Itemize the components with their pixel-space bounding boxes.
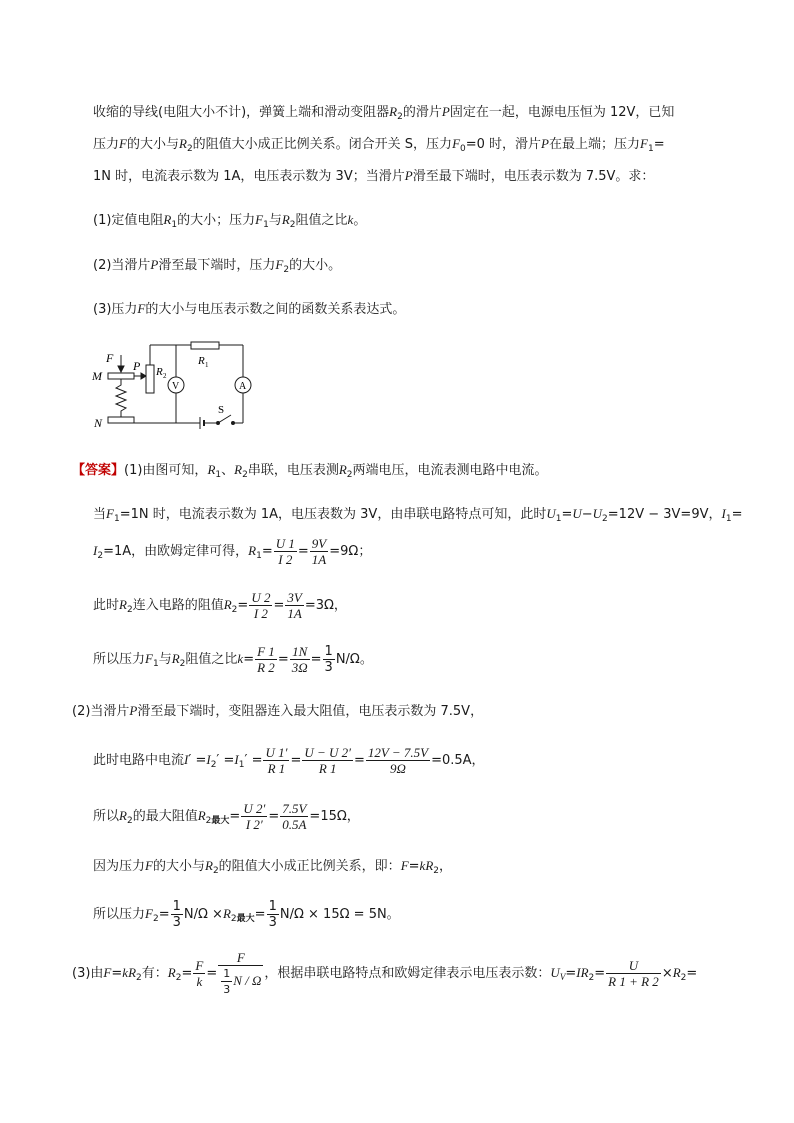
subscript: 1 <box>152 659 159 669</box>
subscript: 1 <box>263 220 269 230</box>
text: 的大小与电压表示数之间的函数关系表达式。 <box>145 302 406 317</box>
question-3 <box>93 301 405 318</box>
text: 的大小与 <box>126 137 179 152</box>
text: 压力 <box>93 137 120 152</box>
denominator: 1A <box>311 552 327 567</box>
symbol: F <box>106 506 114 521</box>
subscript: V <box>559 972 566 982</box>
fraction <box>249 590 272 621</box>
symbol: P <box>441 104 450 119</box>
text: 滑至最下端时，电压表示数为 7.5V。求： <box>412 169 655 184</box>
plate-m <box>108 373 134 379</box>
fraction <box>323 644 335 675</box>
symbol: R <box>163 212 172 227</box>
label-r1: R <box>198 355 205 367</box>
denominator: I 2′ <box>245 817 263 832</box>
subscript: 2 <box>97 551 104 561</box>
numerator: U − U 2′ <box>304 745 352 760</box>
denominator: 0.5A <box>282 817 307 832</box>
denominator: 3 <box>268 915 277 930</box>
text: ′ = <box>216 753 235 768</box>
answer-part2-line-5 <box>93 899 400 934</box>
answer-line-1 <box>72 462 548 483</box>
text: = <box>653 137 665 152</box>
text: (2)当滑片 <box>72 704 130 719</box>
symbol: F <box>400 858 409 873</box>
symbol: R <box>281 212 290 227</box>
text: = <box>229 809 241 824</box>
subscript: 2 <box>186 144 193 154</box>
denominator: I 2 <box>278 552 293 567</box>
text: (1)定值电阻 <box>93 213 164 228</box>
symbol: R <box>171 651 180 666</box>
symbol: R <box>128 965 137 980</box>
text: 的阻值大小成正比例关系，即： <box>218 859 401 874</box>
symbol: P <box>129 703 138 718</box>
label-v: V <box>172 381 180 392</box>
denominator: R 1 <box>267 761 286 776</box>
symbol: I <box>184 752 189 767</box>
fraction <box>255 644 277 675</box>
symbol: k <box>347 212 354 227</box>
arrow-head <box>118 366 124 372</box>
spring <box>116 379 126 417</box>
text: 所以压力 <box>93 652 146 667</box>
text: = <box>594 966 606 981</box>
denominator <box>218 966 263 997</box>
question-2 <box>93 257 341 278</box>
label-s: S <box>218 404 225 416</box>
label-n: N <box>94 416 103 430</box>
text: 固定在一起，电源电压恒为 12V，已知 <box>449 105 675 120</box>
text: = <box>290 753 302 768</box>
text: 的最大阻值 <box>132 809 198 824</box>
subscript: 1 <box>647 144 654 154</box>
text: 与 <box>158 652 172 667</box>
answer-line-4 <box>93 590 347 625</box>
question-1 <box>93 212 366 233</box>
symbol: R <box>580 965 589 980</box>
text: = <box>277 652 289 667</box>
numerator: U 1 <box>275 536 295 551</box>
subscript: 2 <box>205 816 212 826</box>
text: =9Ω； <box>329 544 372 559</box>
denominator: 9Ω <box>390 761 406 776</box>
subscript: 2 <box>230 914 237 924</box>
symbol: R <box>222 906 231 921</box>
label-a: A <box>239 381 247 392</box>
symbol: R <box>248 543 257 558</box>
subscript: 2 <box>283 265 290 275</box>
subscript: 2 <box>152 914 159 924</box>
subscript: 1 <box>725 514 732 524</box>
problem-line-3 <box>93 168 654 185</box>
symbol: I <box>206 752 211 767</box>
text: N/Ω。 <box>335 652 373 667</box>
fraction <box>218 950 263 997</box>
denominator: R 1 <box>318 761 337 776</box>
text: 1N 时，电流表示数为 1A，电压表示数为 3V；当滑片 <box>93 169 405 184</box>
symbol: R <box>234 462 243 477</box>
symbol: R <box>425 858 434 873</box>
symbol: R <box>167 965 176 980</box>
text: × <box>661 966 673 981</box>
numerator: U 2′ <box>243 801 266 816</box>
symbol: R <box>119 808 127 823</box>
fraction <box>274 536 297 567</box>
fraction <box>302 745 353 776</box>
text: N/Ω × <box>183 907 223 922</box>
text: 阻值之比 <box>185 652 238 667</box>
text: = <box>254 907 266 922</box>
symbol: k <box>122 965 129 980</box>
fraction <box>366 745 430 776</box>
answer-line-5 <box>93 644 373 679</box>
text: = <box>297 544 309 559</box>
problem-line-2 <box>93 136 665 157</box>
problem-line-1 <box>93 104 674 125</box>
text: =12V − 3V=9V， <box>607 507 722 522</box>
symbol: U <box>546 506 556 521</box>
subscript: 2 <box>126 816 133 826</box>
text: 滑至最下端时，压力 <box>158 258 276 273</box>
fraction <box>285 590 303 621</box>
circuit-diagram <box>88 335 263 440</box>
text: 与 <box>268 213 282 228</box>
subscript: 2 <box>680 973 687 983</box>
answer-part2-line-1 <box>72 703 483 720</box>
fraction <box>310 536 328 567</box>
symbol: P <box>150 257 159 272</box>
numerator: 1 <box>172 899 181 914</box>
symbol: R <box>119 597 127 612</box>
label-p: P <box>133 359 141 373</box>
text: = <box>111 966 123 981</box>
symbol: I <box>576 965 581 980</box>
denominator: 3 <box>324 660 333 675</box>
symbol: F <box>103 965 112 980</box>
subscript: 2 <box>242 470 248 480</box>
symbol: F <box>640 136 648 151</box>
subscript: 2 <box>588 973 595 983</box>
symbol: R <box>223 597 232 612</box>
answer-part2-line-2 <box>93 745 485 780</box>
text: 、 <box>221 463 235 478</box>
numerator: F <box>218 950 263 966</box>
subscript: 2 <box>175 973 182 983</box>
subscript: 1 <box>555 514 562 524</box>
numerator: 1N <box>290 644 310 660</box>
symbol: P <box>541 136 549 151</box>
text: = <box>354 753 365 768</box>
text: =0.5A， <box>431 753 485 768</box>
text: 串联，电压表测 <box>247 463 339 478</box>
fraction <box>267 899 279 930</box>
symbol: F <box>145 858 153 873</box>
unit: N / Ω <box>233 973 262 988</box>
fraction <box>263 745 289 776</box>
numerator: F 1 <box>257 644 275 659</box>
text: 有： <box>141 966 168 981</box>
text: = <box>181 966 193 981</box>
fraction <box>606 958 661 989</box>
symbol: R <box>338 462 347 477</box>
text: =1N 时，电流表示数为 1A，电压表数为 3V，由串联电路特点可知，此时 <box>119 507 547 522</box>
text: = <box>273 598 285 613</box>
text: = <box>261 544 273 559</box>
subscript: 2 <box>126 605 133 615</box>
numerator: 9V <box>311 536 327 551</box>
text: − <box>581 507 593 522</box>
text: 的阻值大小成正比例关系。闭合开关 S，压力 <box>192 137 453 152</box>
fraction <box>290 644 310 675</box>
text: 所以 <box>93 809 120 824</box>
subscript: 2 <box>602 514 608 524</box>
numerator: 12V − 7.5V <box>367 745 429 760</box>
symbol: F <box>255 212 264 227</box>
denominator: I 2 <box>253 606 268 621</box>
resistor-r1 <box>191 342 219 349</box>
text: = <box>237 598 249 613</box>
numerator: 1 <box>268 899 277 914</box>
text: 阻值之比 <box>295 213 348 228</box>
fraction <box>280 801 308 832</box>
symbol: k <box>237 651 244 666</box>
symbol: R <box>178 136 187 151</box>
label-m: M <box>92 369 102 383</box>
text: 此时电路中电流 <box>93 753 185 768</box>
symbol: I <box>721 506 726 521</box>
text: = <box>565 966 577 981</box>
text: 的大小。 <box>289 258 342 273</box>
subscript: 1 <box>113 514 120 524</box>
numerator: U 1′ <box>265 745 288 760</box>
symbol: R <box>197 808 206 823</box>
subscript: 2 <box>231 605 238 615</box>
answer-line-2 <box>93 506 742 527</box>
subscript: 2 <box>210 760 217 770</box>
subscript: 1 <box>256 551 262 561</box>
denominator: k <box>196 974 203 989</box>
symbol: U <box>550 965 560 980</box>
label-r2: R <box>156 366 163 378</box>
label-r1-sub: 1 <box>205 361 209 369</box>
denominator: R 2 <box>257 660 275 675</box>
text: 因为压力 <box>93 859 146 874</box>
text: 两端电压，电流表测电路中电流。 <box>352 463 548 478</box>
text: =15Ω， <box>309 809 360 824</box>
fraction <box>221 966 232 997</box>
numerator: U 2 <box>251 590 271 605</box>
text: 当 <box>93 507 107 522</box>
symbol: F <box>145 906 153 921</box>
symbol: P <box>404 168 413 183</box>
denominator: 3 <box>223 983 231 996</box>
switch-blade <box>218 415 231 423</box>
symbol: R <box>204 858 213 873</box>
text: ′ = <box>188 753 207 768</box>
answer-part2-line-3 <box>93 801 360 836</box>
subscript: 2 <box>179 659 186 669</box>
text: 此时 <box>93 598 120 613</box>
text: = <box>158 907 170 922</box>
text: =0 时，滑片 <box>465 137 542 152</box>
text: ，根据串联电路特点和欧姆定律表示电压表示数： <box>264 966 551 981</box>
symbol: R <box>672 965 681 980</box>
subscript: 2 <box>289 220 296 230</box>
subscript: 1 <box>215 470 222 480</box>
subscript: 2 <box>433 866 440 876</box>
text: ′ = <box>244 753 263 768</box>
symbol: I <box>93 543 98 558</box>
symbol: F <box>452 136 461 151</box>
answer-tag: 【答案】 <box>72 463 125 478</box>
fraction <box>171 899 183 930</box>
text: (1)由图可知， <box>124 463 208 478</box>
subscript: 0 <box>460 144 466 154</box>
numerator: 1 <box>324 644 333 659</box>
text: =1A，由欧姆定律可得， <box>103 544 249 559</box>
numerator: F <box>195 958 204 973</box>
numerator: 1 <box>223 967 231 980</box>
text: 的滑片 <box>402 105 442 120</box>
slider-head <box>141 373 146 379</box>
denominator: 3 <box>172 915 181 930</box>
subscript: 1 <box>171 220 178 230</box>
symbol: R <box>389 104 398 119</box>
subscript: 2 <box>397 112 403 122</box>
text: 的大小与 <box>152 859 205 874</box>
text: = <box>268 809 280 824</box>
text: (3)压力 <box>93 302 138 317</box>
symbol: k <box>419 858 426 873</box>
subscript: 1 <box>238 760 245 770</box>
text: (3)由 <box>72 966 104 981</box>
subscript: 2 <box>346 470 353 480</box>
symbol: R <box>207 462 216 477</box>
text: = <box>243 652 255 667</box>
subscript: 最大 <box>211 816 230 826</box>
text: = <box>731 507 743 522</box>
denominator: 1A <box>287 606 302 621</box>
symbol: F <box>137 301 146 316</box>
numerator: U <box>606 958 661 974</box>
answer-part3-line-1 <box>72 950 697 1000</box>
answer-part2-line-4 <box>93 858 452 879</box>
symbol: U <box>572 506 582 521</box>
subscript: 最大 <box>236 914 255 924</box>
text: 。 <box>353 213 367 228</box>
label-f: F <box>106 351 114 365</box>
text: ， <box>439 859 453 874</box>
numerator: 7.5V <box>282 801 307 816</box>
numerator: 3V <box>287 590 302 605</box>
denominator: 3Ω <box>291 660 308 675</box>
text: N/Ω × 15Ω = 5N。 <box>279 907 400 922</box>
text: 连入电路的阻值 <box>132 598 224 613</box>
text: = <box>686 966 698 981</box>
text: 在最上端；压力 <box>549 137 641 152</box>
text: = <box>310 652 322 667</box>
subscript: 2 <box>212 866 219 876</box>
text: =3Ω， <box>304 598 347 613</box>
label-r2-sub: 2 <box>163 372 167 380</box>
fraction <box>241 801 267 832</box>
text: = <box>408 859 420 874</box>
symbol: F <box>145 651 153 666</box>
symbol: F <box>119 136 127 151</box>
fraction <box>193 958 205 989</box>
denominator: R 1 + R 2 <box>608 974 659 989</box>
text: (2)当滑片 <box>93 258 151 273</box>
text: 所以压力 <box>93 907 146 922</box>
resistor-r2 <box>146 365 154 393</box>
symbol: I <box>234 752 239 767</box>
answer-line-3 <box>93 536 371 571</box>
symbol: U <box>592 506 603 521</box>
symbol: F <box>275 257 284 272</box>
text: 滑至最下端时，变阻器连入最大阻值，电压表示数为 7.5V， <box>137 704 484 719</box>
plate-n <box>108 417 134 423</box>
text: 收缩的导线(电阻大小不计)，弹簧上端和滑动变阻器 <box>93 105 390 120</box>
text: = <box>206 966 218 981</box>
text: 的大小；压力 <box>177 213 256 228</box>
text: = <box>561 507 573 522</box>
subscript: 2 <box>136 973 142 983</box>
